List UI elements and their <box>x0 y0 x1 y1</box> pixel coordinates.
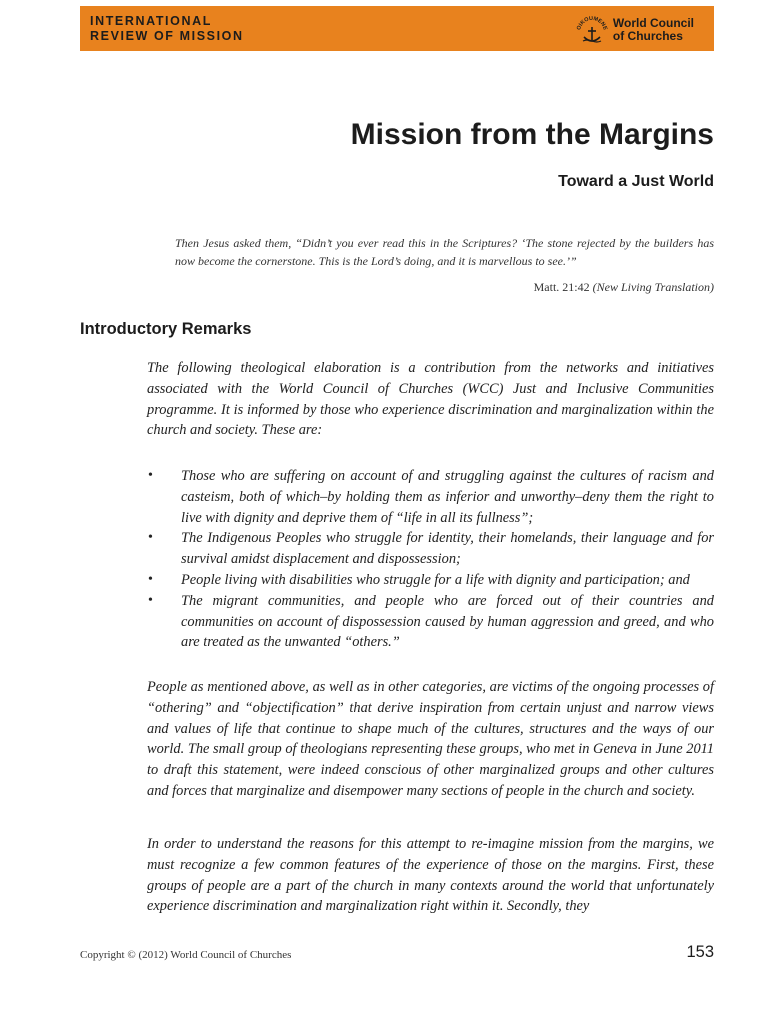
epigraph-citation <box>534 278 714 296</box>
bullet-icon: • <box>148 468 153 483</box>
list-item <box>147 570 714 591</box>
logo-arc-text: OIKOUMENE <box>576 15 608 31</box>
journal-header-banner <box>80 6 714 51</box>
oikoumene-logo-icon <box>575 14 609 46</box>
section-heading: Introductory Remarks <box>80 320 252 338</box>
list-item-text: Those who are suffering on account of and struggling against the cultures of racism and casteism, both of which–by holding them as inferior and unworthy–deny them the right to live with dignity and deprive them of “life in all its fullness”; <box>181 468 714 526</box>
list-item <box>147 466 714 528</box>
publisher-brand <box>575 14 694 46</box>
publisher-name-line-1: World Council <box>612 16 694 30</box>
publisher-name-line-2: of Churches <box>612 29 683 43</box>
article-subtitle: Toward a Just World <box>558 173 714 190</box>
copyright-notice: Copyright © (2012) World Council of Churches <box>80 949 292 961</box>
citation-reference: Matt. 21:42 <box>533 280 590 294</box>
journal-title-line-1: INTERNATIONAL <box>90 14 212 28</box>
list-item-text: People living with disabilities who struggle for a life with dignity and participation; and <box>181 571 690 588</box>
page-number: 153 <box>686 943 714 961</box>
citation-translation: (New Living Translation) <box>592 280 714 294</box>
journal-title <box>90 14 244 44</box>
list-item <box>147 528 714 570</box>
body-paragraph-3: In order to understand the reasons for this attempt to re-imagine mission from the margins, we must recognize a few common features of the experience of those on the margins. First, these groups of people are a part of the church in many contexts around the world that unfortunately experience discrimination and marginalization right within it. Secondly, they <box>147 836 714 915</box>
bullet-icon: • <box>148 530 153 546</box>
intro-paragraph: The following theological elaboration is a contribution from the networks and initiatives associated with the World Council of Churches (WCC) Just and Inclusive Communities programme. It is informed by those who experience discrimination and marginalization within the church and society. These are: <box>147 360 714 439</box>
journal-title-line-2: REVIEW OF MISSION <box>90 29 244 43</box>
epigraph-quote: Then Jesus asked them, “Didn’t you ever read this in the Scriptures? ‘The stone rejected by the builders has now become the cornerstone. This is the Lord’s doing, and it is marvellous to see.’” <box>175 236 714 268</box>
list-item-text: The migrant communities, and people who are forced out of their countries and communities on account of dispossession caused by human aggression and greed, and who are treated as the unwanted “others.” <box>181 592 714 651</box>
list-item-text: The Indigenous Peoples who struggle for identity, their homelands, their language and for survival amidst displacement and dispossession; <box>181 530 714 568</box>
publisher-name <box>613 17 694 43</box>
marginalized-groups-list <box>147 466 714 653</box>
body-paragraph-2: People as mentioned above, as well as in other categories, are victims of the ongoing processes of “othering” and “objectification” that derive inspiration from certain unjust and narrow views and values of life that continue to shape much of the cultures, structures and the ways of our world. The small group of theologians representing these groups, who met in Geneva in June 2011 to draft this statement, were indeed conscious of other marginalized groups and other cultures and forces that marginalize and disempower many sections of people in the church and society. <box>147 679 714 799</box>
bullet-icon: • <box>148 592 153 608</box>
list-item <box>147 591 714 653</box>
bullet-icon: • <box>148 571 153 587</box>
article-title: Mission from the Margins <box>350 118 714 151</box>
